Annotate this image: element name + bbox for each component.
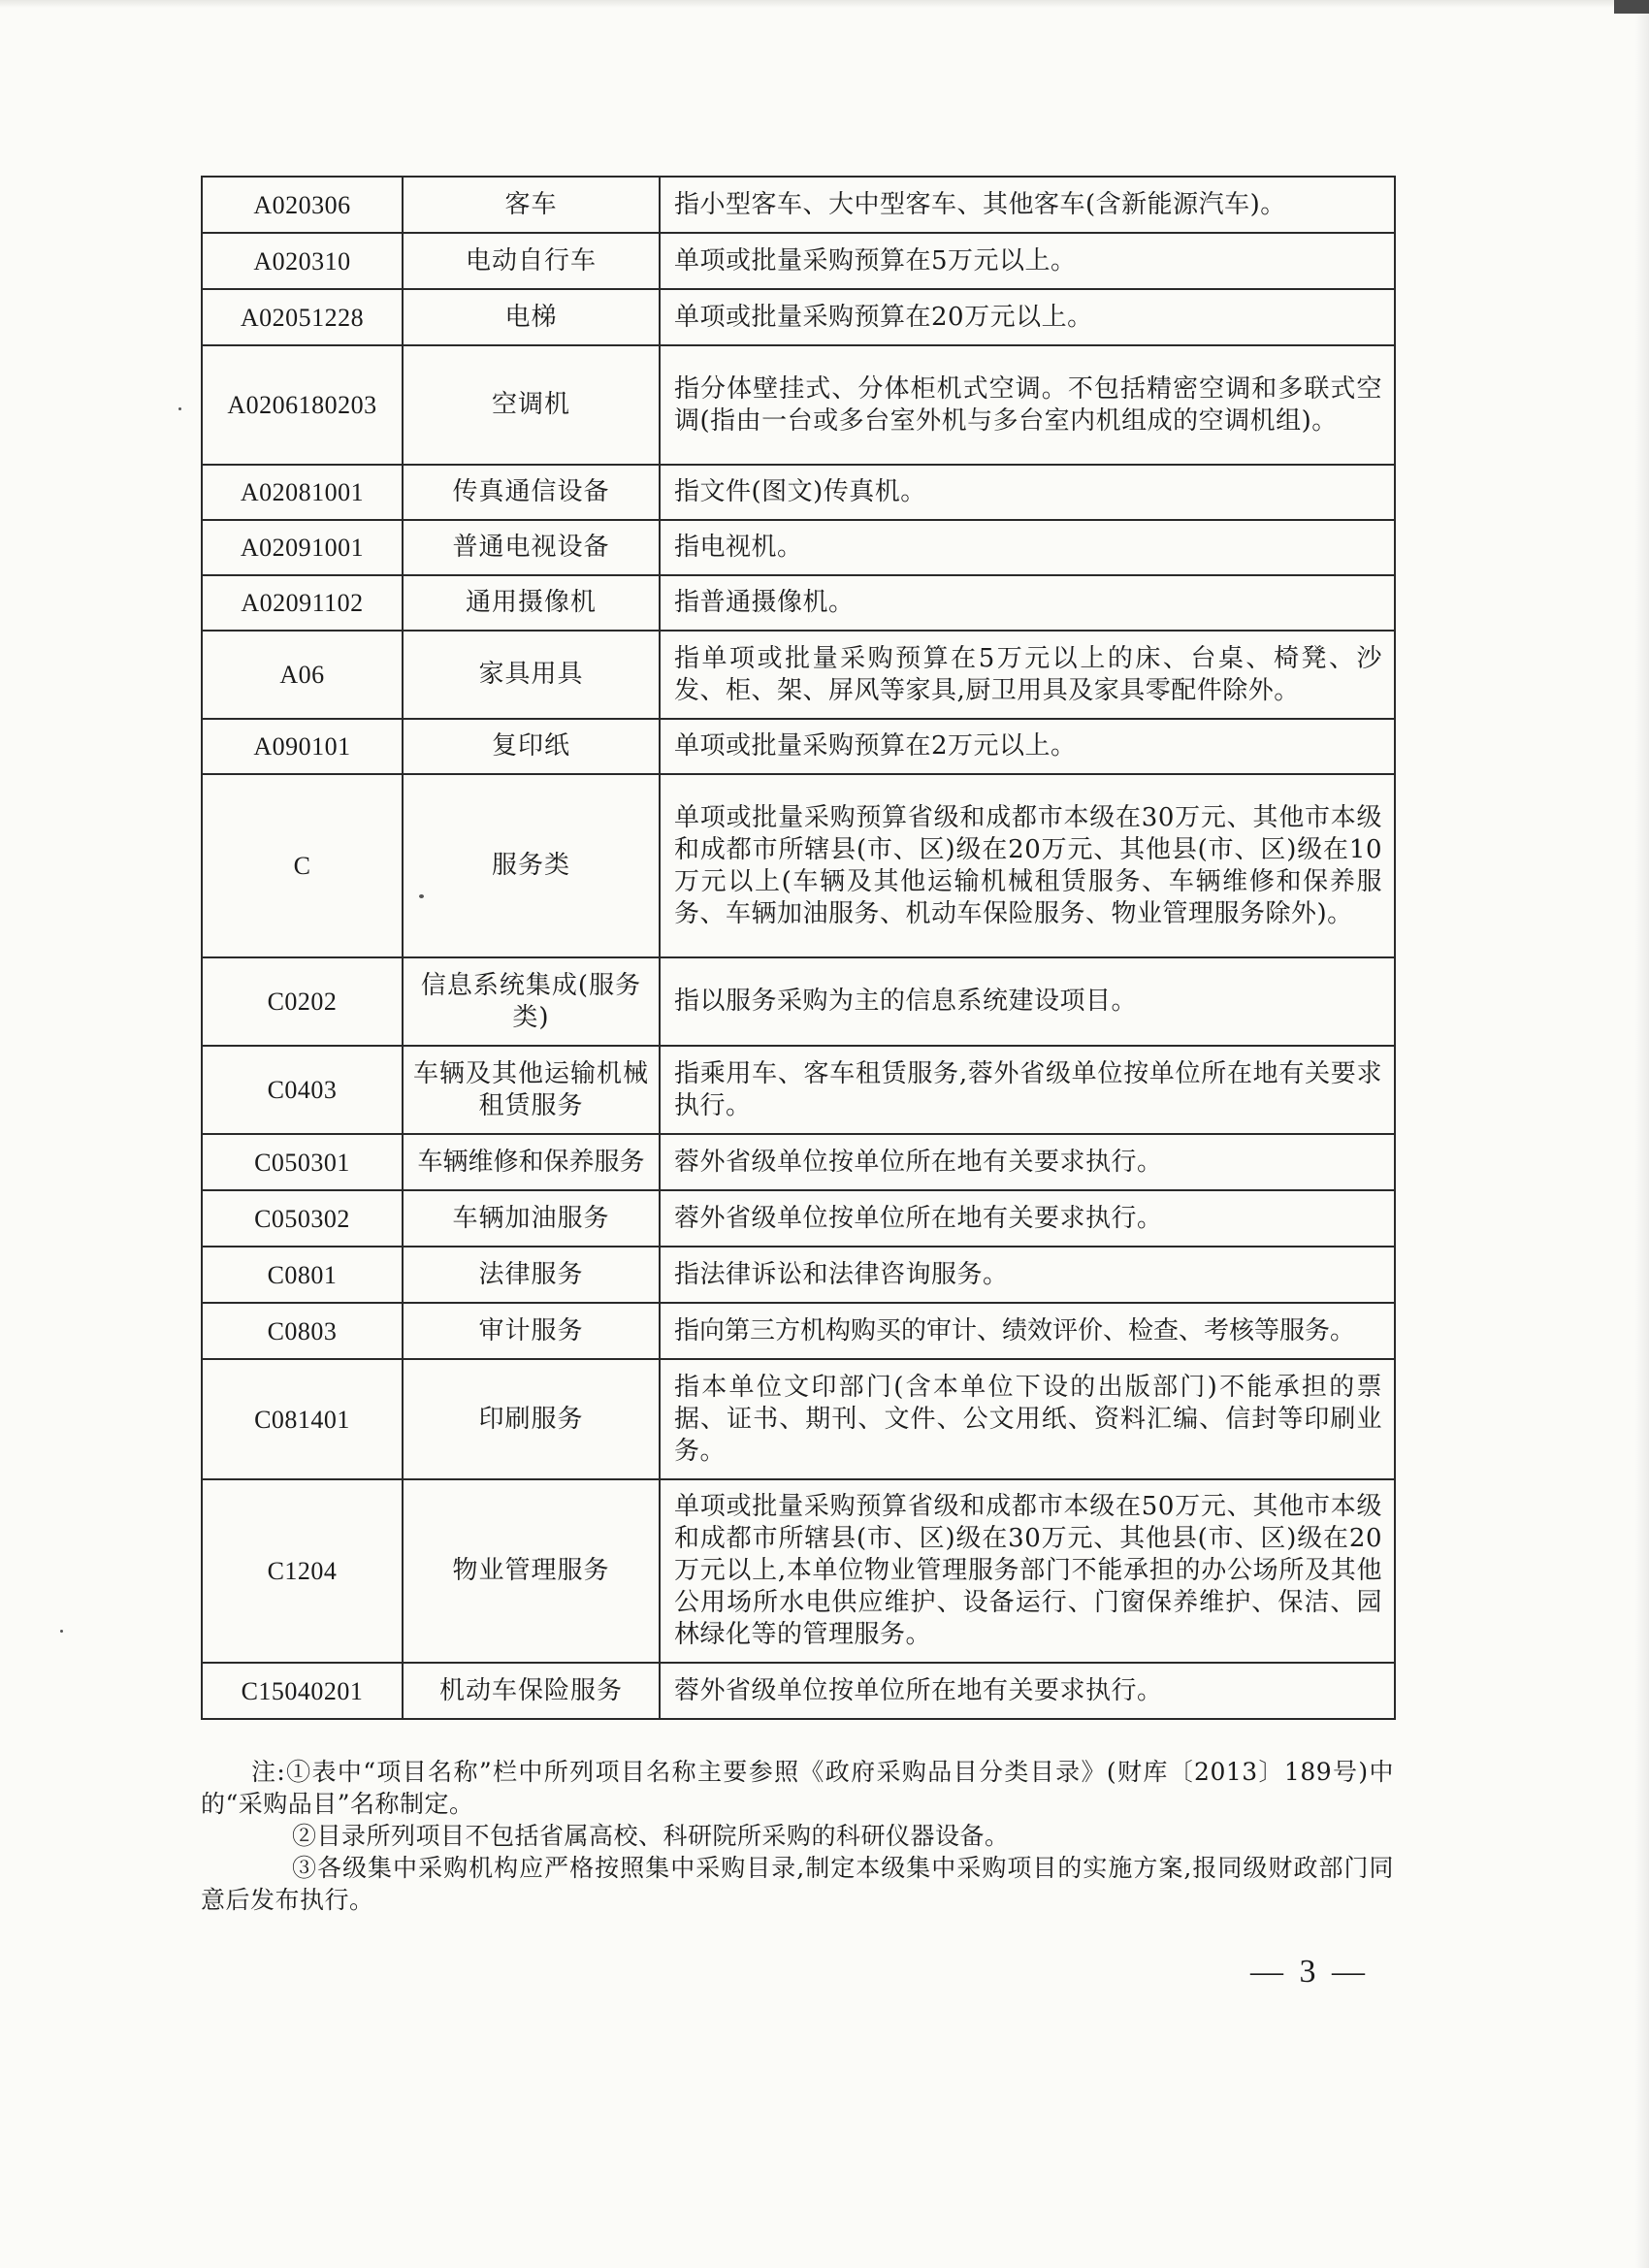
- item-name: 法律服务: [403, 1247, 660, 1303]
- procurement-catalog-table: [201, 176, 1396, 1720]
- item-name: 电动自行车: [403, 233, 660, 289]
- scan-speck: [178, 407, 181, 410]
- item-name: 印刷服务: [403, 1359, 660, 1479]
- item-name: 家具用具: [403, 631, 660, 719]
- item-description: 单项或批量采购预算在5万元以上。: [660, 233, 1395, 289]
- table-row: [202, 289, 1395, 345]
- item-name: 车辆加油服务: [403, 1190, 660, 1247]
- item-name: 客车: [403, 177, 660, 233]
- table-row: [202, 1303, 1395, 1359]
- item-description: 指本单位文印部门(含本单位下设的出版部门)不能承担的票据、证书、期刊、文件、公文用纸、资料汇编、信封等印刷业务。: [660, 1359, 1395, 1479]
- scan-edge-top: [0, 0, 1649, 8]
- table-row: [202, 177, 1395, 233]
- item-code: A02051228: [202, 289, 403, 345]
- table-row: [202, 1190, 1395, 1247]
- table-row: [202, 1134, 1395, 1190]
- table-row: [202, 575, 1395, 631]
- item-description: 指法律诉讼和法律咨询服务。: [660, 1247, 1395, 1303]
- item-description: 指文件(图文)传真机。: [660, 465, 1395, 520]
- scan-speck: [60, 1630, 63, 1633]
- item-code: A0206180203: [202, 345, 403, 465]
- item-description: 蓉外省级单位按单位所在地有关要求执行。: [660, 1663, 1395, 1719]
- item-description: 指普通摄像机。: [660, 575, 1395, 631]
- item-name: 审计服务: [403, 1303, 660, 1359]
- item-name: 车辆及其他运输机械租赁服务: [403, 1046, 660, 1134]
- table-row: [202, 1359, 1395, 1479]
- item-description: 指小型客车、大中型客车、其他客车(含新能源汽车)。: [660, 177, 1395, 233]
- item-description: 指向第三方机构购买的审计、绩效评价、检查、考核等服务。: [660, 1303, 1395, 1359]
- item-name: 空调机: [403, 345, 660, 465]
- scan-edge-right: [1635, 0, 1649, 2268]
- item-code: C050302: [202, 1190, 403, 1247]
- footnote-3: ③各级集中采购机构应严格按照集中采购目录,制定本级集中采购项目的实施方案,报同级财政部门同意后发布执行。: [201, 1854, 1394, 1914]
- item-name: 信息系统集成(服务类): [403, 957, 660, 1046]
- page-number: — 3 —: [1250, 1954, 1369, 1990]
- scan-speck: [419, 894, 424, 898]
- item-name: 服务类: [403, 774, 660, 957]
- table-row: [202, 1479, 1395, 1663]
- item-name: 通用摄像机: [403, 575, 660, 631]
- item-code: A090101: [202, 719, 403, 774]
- item-code: C: [202, 774, 403, 957]
- item-code: A02091102: [202, 575, 403, 631]
- item-name: 复印纸: [403, 719, 660, 774]
- scan-corner-mark: [1614, 0, 1649, 14]
- item-description: 蓉外省级单位按单位所在地有关要求执行。: [660, 1190, 1395, 1247]
- item-name: 物业管理服务: [403, 1479, 660, 1663]
- item-code: A020306: [202, 177, 403, 233]
- item-description: 指乘用车、客车租赁服务,蓉外省级单位按单位所在地有关要求执行。: [660, 1046, 1395, 1134]
- table-row: [202, 465, 1395, 520]
- footnote-2: ②目录所列项目不包括省属高校、科研院所采购的科研仪器设备。: [292, 1822, 1010, 1850]
- item-code: C081401: [202, 1359, 403, 1479]
- item-code: C050301: [202, 1134, 403, 1190]
- item-code: C0801: [202, 1247, 403, 1303]
- table-row: [202, 1247, 1395, 1303]
- item-code: C1204: [202, 1479, 403, 1663]
- table-row: [202, 774, 1395, 957]
- item-code: C0403: [202, 1046, 403, 1134]
- footnote-1: 注:①表中“项目名称”栏中所列项目名称主要参照《政府采购品目分类目录》(财库〔2013〕189号)中的“采购品目”名称制定。: [201, 1758, 1394, 1818]
- item-code: A020310: [202, 233, 403, 289]
- item-description: 指单项或批量采购预算在5万元以上的床、台桌、椅凳、沙发、柜、架、屏风等家具,厨卫用具及家具零配件除外。: [660, 631, 1395, 719]
- table-row: [202, 719, 1395, 774]
- item-code: A06: [202, 631, 403, 719]
- item-description: 指分体壁挂式、分体柜机式空调。不包括精密空调和多联式空调(指由一台或多台室外机与多台室内机组成的空调机组)。: [660, 345, 1395, 465]
- item-name: 机动车保险服务: [403, 1663, 660, 1719]
- table-row: [202, 631, 1395, 719]
- item-description: 蓉外省级单位按单位所在地有关要求执行。: [660, 1134, 1395, 1190]
- item-name: 传真通信设备: [403, 465, 660, 520]
- table-row: [202, 345, 1395, 465]
- item-code: A02091001: [202, 520, 403, 575]
- table-row: [202, 520, 1395, 575]
- item-code: A02081001: [202, 465, 403, 520]
- item-code: C0202: [202, 957, 403, 1046]
- item-description: 单项或批量采购预算在2万元以上。: [660, 719, 1395, 774]
- item-name: 普通电视设备: [403, 520, 660, 575]
- table-row: [202, 1663, 1395, 1719]
- item-description: 单项或批量采购预算在20万元以上。: [660, 289, 1395, 345]
- item-description: 指以服务采购为主的信息系统建设项目。: [660, 957, 1395, 1046]
- item-description: 单项或批量采购预算省级和成都市本级在30万元、其他市本级和成都市所辖县(市、区)级在20万元、其他县(市、区)级在10万元以上(车辆及其他运输机械租赁服务、车辆维修和保养服务、车辆加油服务、机动车保险服务、物业管理服务除外)。: [660, 774, 1395, 957]
- item-description: 指电视机。: [660, 520, 1395, 575]
- table-row: [202, 233, 1395, 289]
- item-description: 单项或批量采购预算省级和成都市本级在50万元、其他市本级和成都市所辖县(市、区)级在30万元、其他县(市、区)级在20万元以上,本单位物业管理服务部门不能承担的办公场所及其他公用场所水电供应维护、设备运行、门窗保养维护、保洁、园林绿化等的管理服务。: [660, 1479, 1395, 1663]
- item-name: 车辆维修和保养服务: [403, 1134, 660, 1190]
- item-code: C15040201: [202, 1663, 403, 1719]
- footnotes: [201, 1756, 1394, 1916]
- item-code: C0803: [202, 1303, 403, 1359]
- table-row: [202, 1046, 1395, 1134]
- table-row: [202, 957, 1395, 1046]
- item-name: 电梯: [403, 289, 660, 345]
